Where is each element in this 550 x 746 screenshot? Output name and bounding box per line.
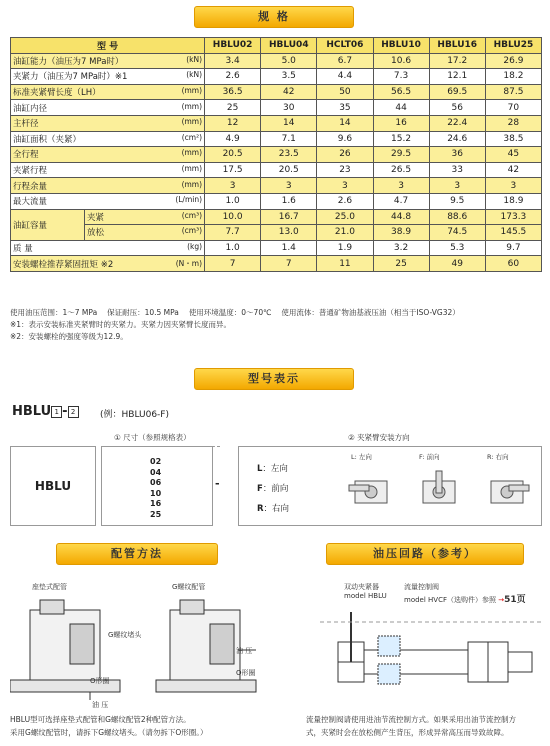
- table-cell: 3: [485, 178, 541, 194]
- table-cell: 6.7: [317, 53, 373, 69]
- table-cell: 1.4: [261, 240, 317, 256]
- table-cell: 3.5: [261, 69, 317, 85]
- model-header: HBLU10: [373, 38, 429, 54]
- row-label-text: 安装螺栓推荐紧固扭矩 ※2: [13, 259, 114, 270]
- table-cell: 20.5: [205, 147, 261, 163]
- direction-code: R: [257, 504, 264, 514]
- table-cell: 25: [205, 100, 261, 116]
- table-row: [11, 162, 542, 178]
- table-cell: 9.7: [485, 240, 541, 256]
- row-label: [11, 147, 205, 163]
- piping-right-label: G螺纹配管: [172, 583, 206, 591]
- table-cell: 24.6: [429, 131, 485, 147]
- size-option: 10: [150, 488, 162, 498]
- table-cell: 14: [261, 115, 317, 131]
- table-row: [11, 53, 542, 69]
- circuit-valve-model-text: model HVCF（选购件）参照: [404, 596, 496, 604]
- table-cell: 1.9: [317, 240, 373, 256]
- circuit-clamp-model: model HBLU: [344, 592, 387, 600]
- table-cell: 4.9: [205, 131, 261, 147]
- row-label-text: 油缸能力（油压为7 MPa时）: [13, 56, 124, 67]
- row-unit: (mm): [181, 179, 203, 189]
- dir-pic-front-label: F: 前向: [419, 453, 440, 461]
- table-cell: 9.6: [317, 131, 373, 147]
- table-cell: 7: [261, 256, 317, 272]
- table-cell: 3.2: [373, 240, 429, 256]
- spec-note-2: ※2：安装螺栓的强度等级为12.9。: [10, 332, 128, 341]
- row-unit: (mm): [181, 148, 203, 158]
- model-header: HBLU02: [205, 38, 261, 54]
- g-plug-label: G螺纹堵头: [108, 631, 142, 639]
- direction-text: ：左向: [262, 464, 288, 474]
- table-cell: 1.0: [205, 193, 261, 209]
- row-label-text: 油缸内径: [13, 103, 48, 114]
- oil-pressure-right-label: 油 压: [236, 647, 253, 655]
- table-cell: 42: [261, 84, 317, 100]
- dir-pic-right-label: R: 右向: [487, 453, 509, 461]
- circuit-valve-model: model HVCF（选购件）参照 →51页: [404, 595, 526, 605]
- spec-section-title: 规 格: [194, 6, 354, 28]
- circuit-note-1: 流量控制阀请使用进油节流控制方式。如果采用出油节流控制方: [306, 715, 516, 724]
- model-label-size: ① 尺寸（参照规格表）: [114, 433, 191, 442]
- row-unit: (mm): [181, 117, 203, 127]
- size-option: 04: [150, 467, 162, 477]
- table-row: [11, 256, 542, 272]
- model-header: HBLU04: [261, 38, 317, 54]
- row-label-text: 主杆径: [13, 119, 39, 130]
- table-cell: 2.6: [205, 69, 261, 85]
- row-unit: (kN): [186, 70, 203, 80]
- piping-note-2: 采用G螺纹配管时，请拆下G螺纹堵头。（请勿拆下O形圈。）: [10, 728, 208, 737]
- row-label: [11, 69, 205, 85]
- table-cell: 60: [485, 256, 541, 272]
- row-label: [11, 240, 205, 256]
- size-option: 02: [150, 457, 162, 466]
- table-cell: 26: [317, 147, 373, 163]
- table-cell: 7.1: [261, 131, 317, 147]
- table-cell: 18.9: [485, 193, 541, 209]
- model-header: HCLT06: [317, 38, 373, 54]
- row-label: [85, 225, 205, 241]
- direction-text: ：前向: [262, 484, 289, 494]
- table-row: [11, 69, 542, 85]
- row-label: [11, 256, 205, 272]
- table-cell: 16.7: [261, 209, 317, 225]
- row-label-text: 行程余量: [13, 181, 48, 192]
- table-cell: 1.6: [261, 193, 317, 209]
- table-cell: 3: [205, 178, 261, 194]
- table-cell: 38.5: [485, 131, 541, 147]
- direction-code: F: [257, 484, 263, 494]
- direction-code: L: [257, 464, 263, 474]
- table-cell: 16: [373, 115, 429, 131]
- row-unit: (mm): [181, 164, 203, 174]
- row-label-text: 夹紧力（油压为7 MPa时）※1: [13, 72, 128, 83]
- circuit-note-2: 式，夹紧时会在放松侧产生背压，形成异常高压而导致故障。: [306, 728, 509, 737]
- table-cell: 42: [485, 162, 541, 178]
- model-base-box: [10, 446, 96, 526]
- table-cell: 145.5: [485, 225, 541, 241]
- row-label: [11, 115, 205, 131]
- page-reference: 51页: [504, 595, 526, 605]
- size-options-box: [101, 446, 213, 526]
- table-cell: 15.2: [373, 131, 429, 147]
- model-dash: -: [62, 404, 68, 419]
- table-cell: 33: [429, 162, 485, 178]
- table-cell: 26.9: [485, 53, 541, 69]
- row-unit: (L/min): [175, 195, 203, 205]
- piping-illustration: [10, 590, 270, 702]
- table-cell: 56: [429, 100, 485, 116]
- table-cell: 29.5: [373, 147, 429, 163]
- table-cell: 5.3: [429, 240, 485, 256]
- circuit-section-title: 油压回路（参考）: [326, 543, 524, 565]
- table-row: [11, 240, 542, 256]
- dir-pic-left-label: L: 左向: [351, 453, 372, 461]
- row-label: [11, 100, 205, 116]
- table-cell: 10.6: [373, 53, 429, 69]
- box-1: 1: [51, 406, 62, 418]
- row-label: [11, 178, 205, 194]
- table-cell: 7.7: [205, 225, 261, 241]
- model-prefix: HBLU: [12, 404, 52, 419]
- o-ring-label-right: O形圈: [236, 669, 256, 677]
- table-cell: 50: [317, 84, 373, 100]
- table-header-label: 型 号: [11, 38, 205, 54]
- table-cell: 74.5: [429, 225, 485, 241]
- table-cell: 25.0: [317, 209, 373, 225]
- table-cell: 28: [485, 115, 541, 131]
- table-cell: 88.6: [429, 209, 485, 225]
- row-unit: (cm³): [181, 210, 203, 220]
- size-option: 25: [150, 509, 162, 519]
- model-section-title: 型号表示: [194, 368, 354, 390]
- table-cell: 87.5: [485, 84, 541, 100]
- table-cell: 17.2: [429, 53, 485, 69]
- table-row: [11, 178, 542, 194]
- model-example: (例：HBLU06-F): [100, 410, 169, 420]
- table-cell: 7.3: [373, 69, 429, 85]
- table-cell: 5.0: [261, 53, 317, 69]
- circuit-valve-label: 流量控制阀: [404, 583, 439, 591]
- table-cell: 13.0: [261, 225, 317, 241]
- table-cell: 11: [317, 256, 373, 272]
- table-cell: 3.4: [205, 53, 261, 69]
- row-unit: (kN): [186, 54, 203, 64]
- direction-option: [257, 499, 289, 519]
- model-header: HBLU16: [429, 38, 485, 54]
- hydraulic-circuit-diagram: [318, 602, 544, 702]
- table-cell: 56.5: [373, 84, 429, 100]
- table-cell: 69.5: [429, 84, 485, 100]
- row-label-text: 标准夹紧臂长度（LH）: [13, 88, 101, 99]
- row-unit: (cm³): [181, 226, 203, 236]
- row-label-text: 质 量: [13, 244, 33, 255]
- table-row: [11, 131, 542, 147]
- table-cell: 3: [429, 178, 485, 194]
- table-cell: 20.5: [261, 162, 317, 178]
- row-unit: (kg): [187, 242, 203, 252]
- table-row: [11, 209, 542, 225]
- table-cell: 173.3: [485, 209, 541, 225]
- table-cell: 45: [485, 147, 541, 163]
- table-cell: 22.4: [429, 115, 485, 131]
- table-cell: 26.5: [373, 162, 429, 178]
- spec-note-usage: 使用油压范围：1～7 MPa 保证耐压：10.5 MPa 使用环境温度：0～70℃ 使用流体：普通矿物油基液压油（相当于ISO-VG32）: [10, 308, 460, 317]
- table-cell: 23.5: [261, 147, 317, 163]
- size-option: 06: [150, 478, 162, 487]
- table-cell: 35: [317, 100, 373, 116]
- circuit-clamp-label: 双动夹紧器: [344, 583, 379, 591]
- row-label: [11, 84, 205, 100]
- table-row: [11, 193, 542, 209]
- table-cell: 36.5: [205, 84, 261, 100]
- direction-text: ：右向: [263, 504, 290, 514]
- row-label-text: 夹紧行程: [13, 166, 48, 177]
- table-cell: 17.5: [205, 162, 261, 178]
- table-cell: 36: [429, 147, 485, 163]
- table-row: [11, 115, 542, 131]
- row-unit: (mm): [181, 86, 203, 96]
- o-ring-label-left: O形圈: [90, 677, 110, 685]
- row-label-text: 最大流量: [13, 197, 48, 208]
- table-cell: 12: [205, 115, 261, 131]
- table-row: [11, 225, 542, 241]
- box-2: 2: [68, 406, 79, 418]
- model-base-text: HBLU: [34, 479, 72, 493]
- row-label-text: 放松: [87, 228, 105, 239]
- direction-illustrations: [339, 451, 539, 523]
- direction-options-list: [257, 459, 289, 519]
- table-cell: 44: [373, 100, 429, 116]
- model-header: HBLU25: [485, 38, 541, 54]
- model-separator: -: [215, 477, 220, 490]
- table-cell: 21.0: [317, 225, 373, 241]
- table-cell: 44.8: [373, 209, 429, 225]
- spec-note-1: ※1：表示安装标准夹紧臂时的夹紧力。夹紧力因夹紧臂长度而异。: [10, 320, 232, 329]
- row-label: [11, 53, 205, 69]
- direction-option: [257, 479, 289, 499]
- piping-left-label: 座垫式配管: [32, 583, 67, 591]
- row-label-text: 夹紧: [87, 212, 105, 223]
- table-cell: 4.7: [373, 193, 429, 209]
- table-cell: 70: [485, 100, 541, 116]
- table-row: [11, 84, 542, 100]
- table-cell: 14: [317, 115, 373, 131]
- row-unit: (N・m): [175, 258, 203, 268]
- spec-table: [10, 37, 542, 272]
- table-cell: 1.0: [205, 240, 261, 256]
- capacity-label: 油缸容量: [11, 209, 85, 240]
- table-row: [11, 100, 542, 116]
- direction-options-box: [238, 446, 542, 526]
- table-cell: 23: [317, 162, 373, 178]
- table-cell: 10.0: [205, 209, 261, 225]
- table-cell: 2.6: [317, 193, 373, 209]
- table-cell: 30: [261, 100, 317, 116]
- row-label: [85, 209, 205, 225]
- table-cell: 7: [205, 256, 261, 272]
- piping-note-1: HBLU型可选择座垫式配管和G螺纹配管2种配管方法。: [10, 715, 191, 724]
- row-unit: (cm²): [181, 132, 203, 142]
- model-code-line: [12, 404, 79, 419]
- row-label-text: 油缸面积（夹紧）: [13, 134, 82, 145]
- table-cell: 49: [429, 256, 485, 272]
- table-row: [11, 147, 542, 163]
- row-label: [11, 131, 205, 147]
- size-option: 16: [150, 499, 162, 508]
- table-cell: 12.1: [429, 69, 485, 85]
- table-cell: 4.4: [317, 69, 373, 85]
- row-unit: (mm): [181, 101, 203, 111]
- table-cell: 3: [373, 178, 429, 194]
- direction-option: [257, 459, 289, 479]
- table-cell: 25: [373, 256, 429, 272]
- table-cell: 18.2: [485, 69, 541, 85]
- row-label: [11, 193, 205, 209]
- table-cell: 3: [261, 178, 317, 194]
- piping-section-title: 配管方法: [56, 543, 218, 565]
- table-cell: 38.9: [373, 225, 429, 241]
- row-label-text: 全行程: [13, 150, 39, 161]
- size-options-list: [150, 457, 161, 520]
- row-label: [11, 162, 205, 178]
- table-cell: 9.5: [429, 193, 485, 209]
- table-cell: 3: [317, 178, 373, 194]
- oil-pressure-left-label: 油 压: [92, 701, 109, 709]
- model-label-direction: ② 夹紧臂安装方向: [348, 433, 410, 442]
